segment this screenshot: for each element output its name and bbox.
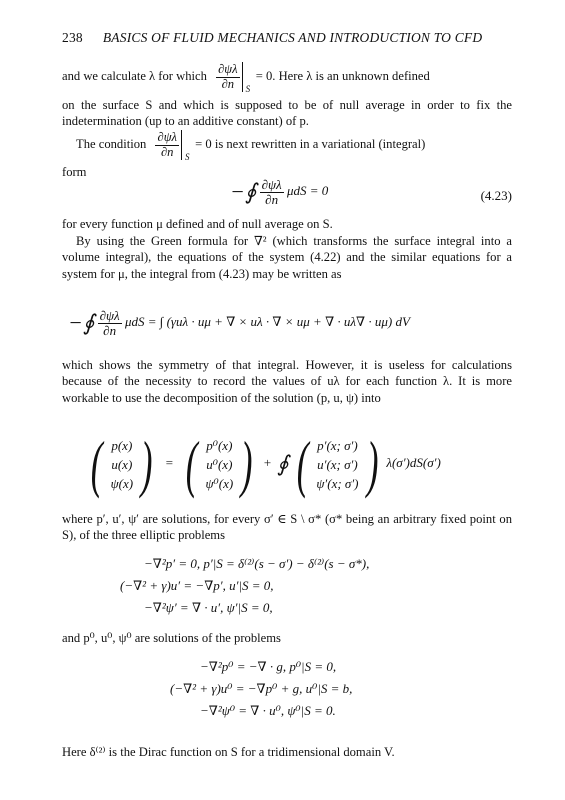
eq423-rest: μdS = 0 (286, 183, 329, 199)
elliptic-1-line-3: −∇²ψ′ = ∇ · u′, ψ′|S = 0, (144, 600, 273, 615)
decomp-mid-vector (205, 436, 233, 493)
bar-subscript: S (245, 84, 251, 94)
page-number: 238 (62, 30, 83, 45)
paragraph-9: Here δ⁽²⁾ is the Dirac function on S for a tridimensional domain V. (62, 745, 395, 759)
decomposition-equation: ( p(x) u(x) ψ(x) ) = ( p⁰(x) u⁰(x) ψ⁰(x) ) + ∮ ( p′(x; σ′) u′(x; σ′) ψ′(x; σ′) ) λ(σ′)dS(σ′) (90, 428, 441, 499)
decomp-mid-u: u⁰(x) (206, 456, 233, 472)
eq423-numerator: ∂ψλ (261, 177, 282, 192)
elliptic-1-line-2: (−∇² + γ)u′ = −∇p′, u′|S = 0, (120, 578, 274, 593)
decomp-mid-p: p⁰(x) (206, 437, 233, 453)
decomp-int-vector (316, 436, 358, 493)
paragraph-8: and p⁰, u⁰, ψ⁰ are solutions of the problems (62, 631, 281, 645)
decomp-int-p: p′(x; σ′) (317, 437, 358, 453)
green-equation (68, 309, 410, 337)
paragraph-7: where p′, u′, ψ′ are solutions, for every σ′ ∈ S \ σ* (σ* being an arbitrary fixed point on S), of the three elliptic problems (62, 512, 512, 543)
paragraph-1a: and we calculate λ for which (62, 68, 207, 83)
decomp-lhs-psi: ψ(x) (110, 475, 134, 491)
equation-4-23 (230, 178, 328, 206)
condition-bar-subscript: S (184, 152, 190, 162)
elliptic-problems-2 (170, 656, 352, 722)
green-fraction (98, 309, 122, 337)
green-closed-integral: −∮ (68, 310, 95, 336)
elliptic-problems-1 (120, 553, 369, 619)
paragraph-1b: = 0. Here λ is an unknown defined (255, 68, 430, 83)
elliptic-2-line-2: (−∇² + γ)u⁰ = −∇p⁰ + g, u⁰|S = b, (170, 681, 353, 696)
equation-number-4-23: (4.23) (480, 188, 512, 203)
decomp-lhs-p: p(x) (111, 437, 133, 453)
dpsi-dn-fraction (216, 63, 240, 90)
decomp-int-u: u′(x; σ′) (317, 456, 358, 472)
condition-bar (181, 130, 192, 160)
paragraph-3-line (76, 130, 425, 160)
fraction-denominator: ∂n (221, 76, 235, 91)
condition-fraction (155, 131, 179, 158)
paragraph-3a: The condition (76, 136, 147, 151)
paragraph-5: By using the Green formula for ∇² (which transforms the surface integral into a volume integral), the equations of the system (4.22) and the similar equations for a system for μ, the integral from (4.23) may be written as (62, 234, 512, 281)
condition-denominator: ∂n (160, 144, 174, 159)
paragraph-3c: form (62, 165, 87, 179)
decomp-lhs-vector (111, 436, 134, 493)
decomp-tail: λ(σ′)dS(σ′) (386, 454, 441, 470)
green-numerator: ∂ψλ (99, 308, 120, 323)
elliptic-1-line-1: −∇²p′ = 0, p′|S = δ⁽²⁾(s − σ′) − δ⁽²⁾(s − σ*), (144, 556, 370, 571)
paragraph-4: for every function μ defined and of null average on S. (62, 217, 333, 231)
decomp-mid-psi: ψ⁰(x) (205, 475, 234, 491)
paragraph-3b: = 0 is next rewritten in a variational (integral) (195, 136, 426, 151)
running-title: BASICS OF FLUID MECHANICS AND INTRODUCTION TO CFD (102, 30, 483, 45)
elliptic-2-line-3: −∇²ψ⁰ = ∇ · u⁰, ψ⁰|S = 0. (200, 703, 336, 718)
running-header (62, 30, 512, 46)
decomp-lhs-u: u(x) (111, 456, 133, 472)
evaluation-bar (242, 62, 253, 92)
paragraph-6: which shows the symmetry of that integral. However, it is useless for calculations because of the necessity to record the values of uλ for each function λ. It is more workable to use the decomposition of the solution (p, u, ψ) into (62, 358, 512, 405)
green-rhs: ∫ (γuλ · uμ + ∇ × uλ · ∇ × uμ + ∇ · uλ∇ · uμ) dV (159, 314, 410, 330)
green-lhs-rest: μdS = (124, 314, 157, 330)
elliptic-2-line-1: −∇²p⁰ = −∇ · g, p⁰|S = 0, (200, 659, 337, 674)
closed-integral-sign: −∮ (230, 179, 257, 205)
condition-numerator: ∂ψλ (157, 130, 177, 145)
eq423-denominator: ∂n (265, 191, 279, 207)
green-denominator: ∂n (103, 322, 117, 338)
eq423-fraction (260, 178, 284, 206)
decomp-int-psi: ψ′(x; σ′) (316, 475, 359, 491)
paragraph-1-line (62, 62, 430, 92)
fraction-numerator: ∂ψλ (218, 62, 238, 77)
paragraph-2: on the surface S and which is supposed to be of null average in order to fix the indetermination (up to an additive constant) of p. (62, 98, 512, 129)
